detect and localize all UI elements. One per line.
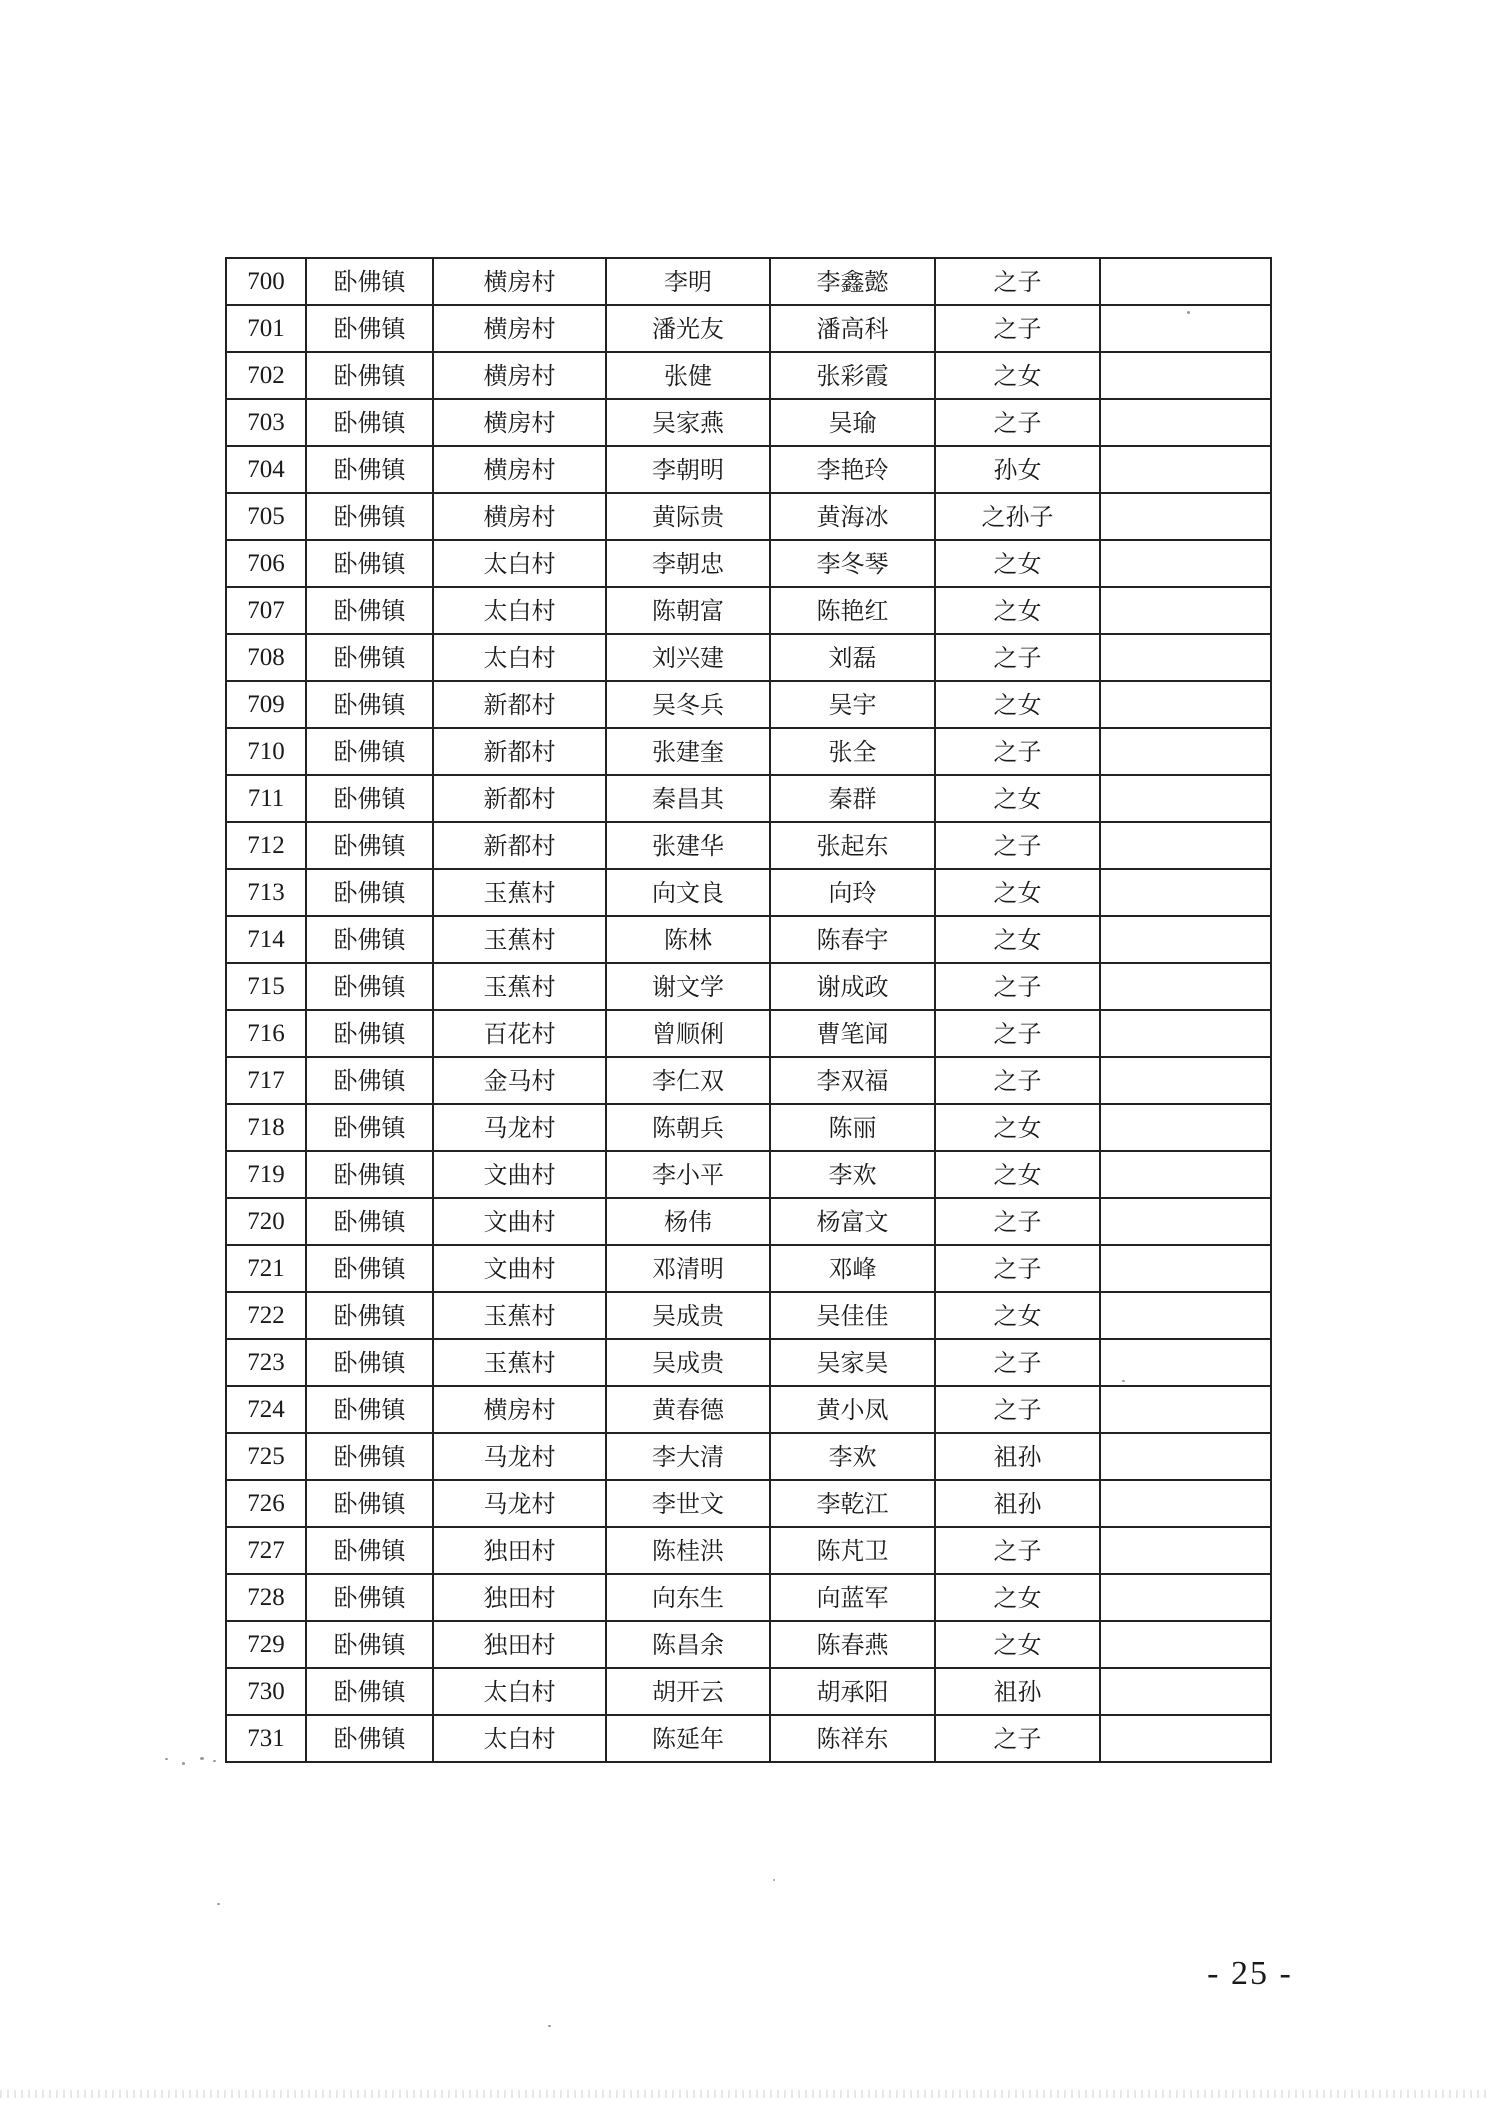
town-cell: 卧佛镇 bbox=[306, 1292, 433, 1339]
row-number-cell: 720 bbox=[226, 1198, 306, 1245]
note-cell bbox=[1100, 1668, 1271, 1715]
table-row bbox=[226, 540, 1271, 587]
village-cell: 新都村 bbox=[433, 728, 606, 775]
scan-speck bbox=[217, 1903, 220, 1905]
relation-cell: 祖孙 bbox=[935, 1433, 1100, 1480]
parent-name-cell: 谢文学 bbox=[606, 963, 770, 1010]
row-number-cell: 706 bbox=[226, 540, 306, 587]
row-number-cell: 709 bbox=[226, 681, 306, 728]
parent-name-cell: 杨伟 bbox=[606, 1198, 770, 1245]
child-name-cell: 陈芃卫 bbox=[770, 1527, 935, 1574]
village-cell: 玉蕉村 bbox=[433, 1339, 606, 1386]
relation-cell: 之子 bbox=[935, 305, 1100, 352]
relation-cell: 祖孙 bbox=[935, 1668, 1100, 1715]
table-row bbox=[226, 1245, 1271, 1292]
row-number-cell: 704 bbox=[226, 446, 306, 493]
town-cell: 卧佛镇 bbox=[306, 634, 433, 681]
table-row bbox=[226, 728, 1271, 775]
village-cell: 马龙村 bbox=[433, 1480, 606, 1527]
relation-cell: 之女 bbox=[935, 1151, 1100, 1198]
relation-cell: 之子 bbox=[935, 1245, 1100, 1292]
note-cell bbox=[1100, 258, 1271, 305]
table-row bbox=[226, 1433, 1271, 1480]
table-row bbox=[226, 1386, 1271, 1433]
row-number-cell: 703 bbox=[226, 399, 306, 446]
village-cell: 马龙村 bbox=[433, 1104, 606, 1151]
table-row bbox=[226, 1151, 1271, 1198]
note-cell bbox=[1100, 305, 1271, 352]
parent-name-cell: 李小平 bbox=[606, 1151, 770, 1198]
parent-name-cell: 李朝忠 bbox=[606, 540, 770, 587]
note-cell bbox=[1100, 587, 1271, 634]
village-cell: 金马村 bbox=[433, 1057, 606, 1104]
scan-speck bbox=[200, 1757, 204, 1760]
scan-speck bbox=[773, 1879, 775, 1881]
relation-cell: 之女 bbox=[935, 540, 1100, 587]
note-cell bbox=[1100, 1010, 1271, 1057]
child-name-cell: 吴宇 bbox=[770, 681, 935, 728]
note-cell bbox=[1100, 775, 1271, 822]
relation-cell: 之子 bbox=[935, 728, 1100, 775]
row-number-cell: 708 bbox=[226, 634, 306, 681]
row-number-cell: 715 bbox=[226, 963, 306, 1010]
town-cell: 卧佛镇 bbox=[306, 681, 433, 728]
row-number-cell: 731 bbox=[226, 1715, 306, 1762]
row-number-cell: 722 bbox=[226, 1292, 306, 1339]
village-cell: 玉蕉村 bbox=[433, 963, 606, 1010]
note-cell bbox=[1100, 681, 1271, 728]
note-cell bbox=[1100, 1057, 1271, 1104]
row-number-cell: 717 bbox=[226, 1057, 306, 1104]
table-row bbox=[226, 1057, 1271, 1104]
page-number: - 25 - bbox=[1207, 1955, 1293, 1992]
town-cell: 卧佛镇 bbox=[306, 399, 433, 446]
village-cell: 玉蕉村 bbox=[433, 916, 606, 963]
note-cell bbox=[1100, 822, 1271, 869]
table-row bbox=[226, 1198, 1271, 1245]
child-name-cell: 陈艳红 bbox=[770, 587, 935, 634]
parent-name-cell: 吴家燕 bbox=[606, 399, 770, 446]
town-cell: 卧佛镇 bbox=[306, 493, 433, 540]
town-cell: 卧佛镇 bbox=[306, 728, 433, 775]
note-cell bbox=[1100, 1339, 1271, 1386]
note-cell bbox=[1100, 1151, 1271, 1198]
town-cell: 卧佛镇 bbox=[306, 258, 433, 305]
village-cell: 太白村 bbox=[433, 540, 606, 587]
table-row bbox=[226, 1339, 1271, 1386]
village-cell: 太白村 bbox=[433, 634, 606, 681]
town-cell: 卧佛镇 bbox=[306, 1433, 433, 1480]
town-cell: 卧佛镇 bbox=[306, 1151, 433, 1198]
parent-name-cell: 张健 bbox=[606, 352, 770, 399]
table-row bbox=[226, 775, 1271, 822]
scan-edge-noise bbox=[0, 2090, 1488, 2098]
village-cell: 横房村 bbox=[433, 493, 606, 540]
relation-cell: 之女 bbox=[935, 681, 1100, 728]
village-cell: 百花村 bbox=[433, 1010, 606, 1057]
relation-cell: 之女 bbox=[935, 916, 1100, 963]
row-number-cell: 714 bbox=[226, 916, 306, 963]
table-row bbox=[226, 399, 1271, 446]
child-name-cell: 黄小凤 bbox=[770, 1386, 935, 1433]
parent-name-cell: 李明 bbox=[606, 258, 770, 305]
parent-name-cell: 潘光友 bbox=[606, 305, 770, 352]
note-cell bbox=[1100, 1245, 1271, 1292]
child-name-cell: 张彩霞 bbox=[770, 352, 935, 399]
town-cell: 卧佛镇 bbox=[306, 775, 433, 822]
scan-speck bbox=[1187, 311, 1190, 314]
village-cell: 横房村 bbox=[433, 399, 606, 446]
parent-name-cell: 黄际贵 bbox=[606, 493, 770, 540]
note-cell bbox=[1100, 1480, 1271, 1527]
town-cell: 卧佛镇 bbox=[306, 446, 433, 493]
table-row bbox=[226, 916, 1271, 963]
relation-cell: 之子 bbox=[935, 634, 1100, 681]
row-number-cell: 723 bbox=[226, 1339, 306, 1386]
scan-speck bbox=[1122, 1380, 1125, 1382]
note-cell bbox=[1100, 1715, 1271, 1762]
relation-cell: 之女 bbox=[935, 1574, 1100, 1621]
parent-name-cell: 邓清明 bbox=[606, 1245, 770, 1292]
town-cell: 卧佛镇 bbox=[306, 1010, 433, 1057]
parent-name-cell: 张建华 bbox=[606, 822, 770, 869]
town-cell: 卧佛镇 bbox=[306, 352, 433, 399]
table-row bbox=[226, 822, 1271, 869]
town-cell: 卧佛镇 bbox=[306, 963, 433, 1010]
relation-cell: 之子 bbox=[935, 399, 1100, 446]
row-number-cell: 702 bbox=[226, 352, 306, 399]
note-cell bbox=[1100, 916, 1271, 963]
relation-cell: 之孙子 bbox=[935, 493, 1100, 540]
table-row bbox=[226, 258, 1271, 305]
village-cell: 独田村 bbox=[433, 1527, 606, 1574]
child-name-cell: 张起东 bbox=[770, 822, 935, 869]
village-cell: 横房村 bbox=[433, 305, 606, 352]
relation-cell: 之女 bbox=[935, 1621, 1100, 1668]
village-cell: 文曲村 bbox=[433, 1245, 606, 1292]
town-cell: 卧佛镇 bbox=[306, 1527, 433, 1574]
village-cell: 横房村 bbox=[433, 258, 606, 305]
child-name-cell: 杨富文 bbox=[770, 1198, 935, 1245]
child-name-cell: 潘高科 bbox=[770, 305, 935, 352]
child-name-cell: 陈春燕 bbox=[770, 1621, 935, 1668]
table-row bbox=[226, 869, 1271, 916]
table-row bbox=[226, 1480, 1271, 1527]
relation-cell: 之子 bbox=[935, 1715, 1100, 1762]
note-cell bbox=[1100, 1386, 1271, 1433]
relation-cell: 之女 bbox=[935, 775, 1100, 822]
row-number-cell: 716 bbox=[226, 1010, 306, 1057]
row-number-cell: 712 bbox=[226, 822, 306, 869]
child-name-cell: 谢成政 bbox=[770, 963, 935, 1010]
note-cell bbox=[1100, 493, 1271, 540]
relation-cell: 之子 bbox=[935, 1198, 1100, 1245]
village-cell: 横房村 bbox=[433, 446, 606, 493]
relation-cell: 之子 bbox=[935, 822, 1100, 869]
town-cell: 卧佛镇 bbox=[306, 305, 433, 352]
relation-cell: 之女 bbox=[935, 1104, 1100, 1151]
town-cell: 卧佛镇 bbox=[306, 1715, 433, 1762]
town-cell: 卧佛镇 bbox=[306, 587, 433, 634]
child-name-cell: 李鑫懿 bbox=[770, 258, 935, 305]
roster-table bbox=[225, 257, 1272, 1763]
child-name-cell: 邓峰 bbox=[770, 1245, 935, 1292]
town-cell: 卧佛镇 bbox=[306, 1480, 433, 1527]
child-name-cell: 李双福 bbox=[770, 1057, 935, 1104]
parent-name-cell: 向东生 bbox=[606, 1574, 770, 1621]
parent-name-cell: 李大清 bbox=[606, 1433, 770, 1480]
note-cell bbox=[1100, 1198, 1271, 1245]
parent-name-cell: 李朝明 bbox=[606, 446, 770, 493]
village-cell: 文曲村 bbox=[433, 1151, 606, 1198]
table-row bbox=[226, 587, 1271, 634]
parent-name-cell: 陈朝兵 bbox=[606, 1104, 770, 1151]
table-row bbox=[226, 446, 1271, 493]
parent-name-cell: 陈林 bbox=[606, 916, 770, 963]
table-row bbox=[226, 1527, 1271, 1574]
town-cell: 卧佛镇 bbox=[306, 1057, 433, 1104]
row-number-cell: 700 bbox=[226, 258, 306, 305]
village-cell: 玉蕉村 bbox=[433, 869, 606, 916]
row-number-cell: 721 bbox=[226, 1245, 306, 1292]
row-number-cell: 728 bbox=[226, 1574, 306, 1621]
table-row bbox=[226, 1621, 1271, 1668]
note-cell bbox=[1100, 352, 1271, 399]
scan-speck bbox=[165, 1758, 168, 1760]
table-row bbox=[226, 1715, 1271, 1762]
row-number-cell: 719 bbox=[226, 1151, 306, 1198]
row-number-cell: 730 bbox=[226, 1668, 306, 1715]
child-name-cell: 吴佳佳 bbox=[770, 1292, 935, 1339]
relation-cell: 之女 bbox=[935, 352, 1100, 399]
village-cell: 太白村 bbox=[433, 1668, 606, 1715]
relation-cell: 之子 bbox=[935, 1386, 1100, 1433]
row-number-cell: 711 bbox=[226, 775, 306, 822]
note-cell bbox=[1100, 963, 1271, 1010]
child-name-cell: 李艳玲 bbox=[770, 446, 935, 493]
town-cell: 卧佛镇 bbox=[306, 1198, 433, 1245]
relation-cell: 之子 bbox=[935, 963, 1100, 1010]
town-cell: 卧佛镇 bbox=[306, 1386, 433, 1433]
parent-name-cell: 张建奎 bbox=[606, 728, 770, 775]
village-cell: 横房村 bbox=[433, 352, 606, 399]
child-name-cell: 秦群 bbox=[770, 775, 935, 822]
parent-name-cell: 吴成贵 bbox=[606, 1339, 770, 1386]
village-cell: 横房村 bbox=[433, 1386, 606, 1433]
child-name-cell: 张全 bbox=[770, 728, 935, 775]
note-cell bbox=[1100, 399, 1271, 446]
town-cell: 卧佛镇 bbox=[306, 1339, 433, 1386]
child-name-cell: 向蓝军 bbox=[770, 1574, 935, 1621]
parent-name-cell: 李仁双 bbox=[606, 1057, 770, 1104]
relation-cell: 之子 bbox=[935, 1339, 1100, 1386]
table-row bbox=[226, 1010, 1271, 1057]
parent-name-cell: 秦昌其 bbox=[606, 775, 770, 822]
town-cell: 卧佛镇 bbox=[306, 869, 433, 916]
child-name-cell: 向玲 bbox=[770, 869, 935, 916]
town-cell: 卧佛镇 bbox=[306, 1245, 433, 1292]
parent-name-cell: 刘兴建 bbox=[606, 634, 770, 681]
row-number-cell: 710 bbox=[226, 728, 306, 775]
child-name-cell: 曹笔闻 bbox=[770, 1010, 935, 1057]
child-name-cell: 李乾江 bbox=[770, 1480, 935, 1527]
note-cell bbox=[1100, 1433, 1271, 1480]
village-cell: 太白村 bbox=[433, 587, 606, 634]
note-cell bbox=[1100, 1574, 1271, 1621]
village-cell: 独田村 bbox=[433, 1621, 606, 1668]
child-name-cell: 刘磊 bbox=[770, 634, 935, 681]
note-cell bbox=[1100, 1621, 1271, 1668]
parent-name-cell: 胡开云 bbox=[606, 1668, 770, 1715]
parent-name-cell: 陈昌余 bbox=[606, 1621, 770, 1668]
town-cell: 卧佛镇 bbox=[306, 1574, 433, 1621]
table-row bbox=[226, 1292, 1271, 1339]
table-row bbox=[226, 634, 1271, 681]
row-number-cell: 729 bbox=[226, 1621, 306, 1668]
row-number-cell: 726 bbox=[226, 1480, 306, 1527]
town-cell: 卧佛镇 bbox=[306, 822, 433, 869]
child-name-cell: 李欢 bbox=[770, 1433, 935, 1480]
note-cell bbox=[1100, 540, 1271, 587]
relation-cell: 之女 bbox=[935, 869, 1100, 916]
note-cell bbox=[1100, 1527, 1271, 1574]
parent-name-cell: 李世文 bbox=[606, 1480, 770, 1527]
relation-cell: 之子 bbox=[935, 1057, 1100, 1104]
table-row bbox=[226, 1574, 1271, 1621]
row-number-cell: 725 bbox=[226, 1433, 306, 1480]
village-cell: 马龙村 bbox=[433, 1433, 606, 1480]
note-cell bbox=[1100, 634, 1271, 681]
row-number-cell: 724 bbox=[226, 1386, 306, 1433]
relation-cell: 之子 bbox=[935, 1010, 1100, 1057]
relation-cell: 之女 bbox=[935, 1292, 1100, 1339]
scan-speck bbox=[182, 1762, 185, 1765]
scan-speck bbox=[213, 1760, 216, 1762]
note-cell bbox=[1100, 446, 1271, 493]
child-name-cell: 胡承阳 bbox=[770, 1668, 935, 1715]
village-cell: 新都村 bbox=[433, 822, 606, 869]
relation-cell: 之子 bbox=[935, 258, 1100, 305]
row-number-cell: 705 bbox=[226, 493, 306, 540]
child-name-cell: 李冬琴 bbox=[770, 540, 935, 587]
town-cell: 卧佛镇 bbox=[306, 540, 433, 587]
village-cell: 文曲村 bbox=[433, 1198, 606, 1245]
note-cell bbox=[1100, 728, 1271, 775]
row-number-cell: 718 bbox=[226, 1104, 306, 1151]
child-name-cell: 吴瑜 bbox=[770, 399, 935, 446]
table-row bbox=[226, 352, 1271, 399]
scan-speck bbox=[548, 2025, 551, 2027]
parent-name-cell: 吴成贵 bbox=[606, 1292, 770, 1339]
table-row bbox=[226, 963, 1271, 1010]
note-cell bbox=[1100, 1292, 1271, 1339]
child-name-cell: 吴家昊 bbox=[770, 1339, 935, 1386]
parent-name-cell: 向文良 bbox=[606, 869, 770, 916]
parent-name-cell: 吴冬兵 bbox=[606, 681, 770, 728]
roster-table-body bbox=[226, 258, 1271, 1762]
note-cell bbox=[1100, 1104, 1271, 1151]
parent-name-cell: 陈延年 bbox=[606, 1715, 770, 1762]
relation-cell: 之女 bbox=[935, 587, 1100, 634]
child-name-cell: 黄海冰 bbox=[770, 493, 935, 540]
relation-cell: 祖孙 bbox=[935, 1480, 1100, 1527]
row-number-cell: 707 bbox=[226, 587, 306, 634]
parent-name-cell: 曾顺俐 bbox=[606, 1010, 770, 1057]
table-row bbox=[226, 1104, 1271, 1151]
parent-name-cell: 陈桂洪 bbox=[606, 1527, 770, 1574]
note-cell bbox=[1100, 869, 1271, 916]
row-number-cell: 727 bbox=[226, 1527, 306, 1574]
table-row bbox=[226, 1668, 1271, 1715]
row-number-cell: 713 bbox=[226, 869, 306, 916]
child-name-cell: 陈丽 bbox=[770, 1104, 935, 1151]
table-row bbox=[226, 681, 1271, 728]
child-name-cell: 陈祥东 bbox=[770, 1715, 935, 1762]
parent-name-cell: 陈朝富 bbox=[606, 587, 770, 634]
village-cell: 新都村 bbox=[433, 775, 606, 822]
town-cell: 卧佛镇 bbox=[306, 916, 433, 963]
table-row bbox=[226, 493, 1271, 540]
village-cell: 独田村 bbox=[433, 1574, 606, 1621]
town-cell: 卧佛镇 bbox=[306, 1104, 433, 1151]
town-cell: 卧佛镇 bbox=[306, 1621, 433, 1668]
town-cell: 卧佛镇 bbox=[306, 1668, 433, 1715]
relation-cell: 之子 bbox=[935, 1527, 1100, 1574]
village-cell: 新都村 bbox=[433, 681, 606, 728]
row-number-cell: 701 bbox=[226, 305, 306, 352]
child-name-cell: 李欢 bbox=[770, 1151, 935, 1198]
village-cell: 玉蕉村 bbox=[433, 1292, 606, 1339]
relation-cell: 孙女 bbox=[935, 446, 1100, 493]
parent-name-cell: 黄春德 bbox=[606, 1386, 770, 1433]
child-name-cell: 陈春宇 bbox=[770, 916, 935, 963]
village-cell: 太白村 bbox=[433, 1715, 606, 1762]
table-row bbox=[226, 305, 1271, 352]
